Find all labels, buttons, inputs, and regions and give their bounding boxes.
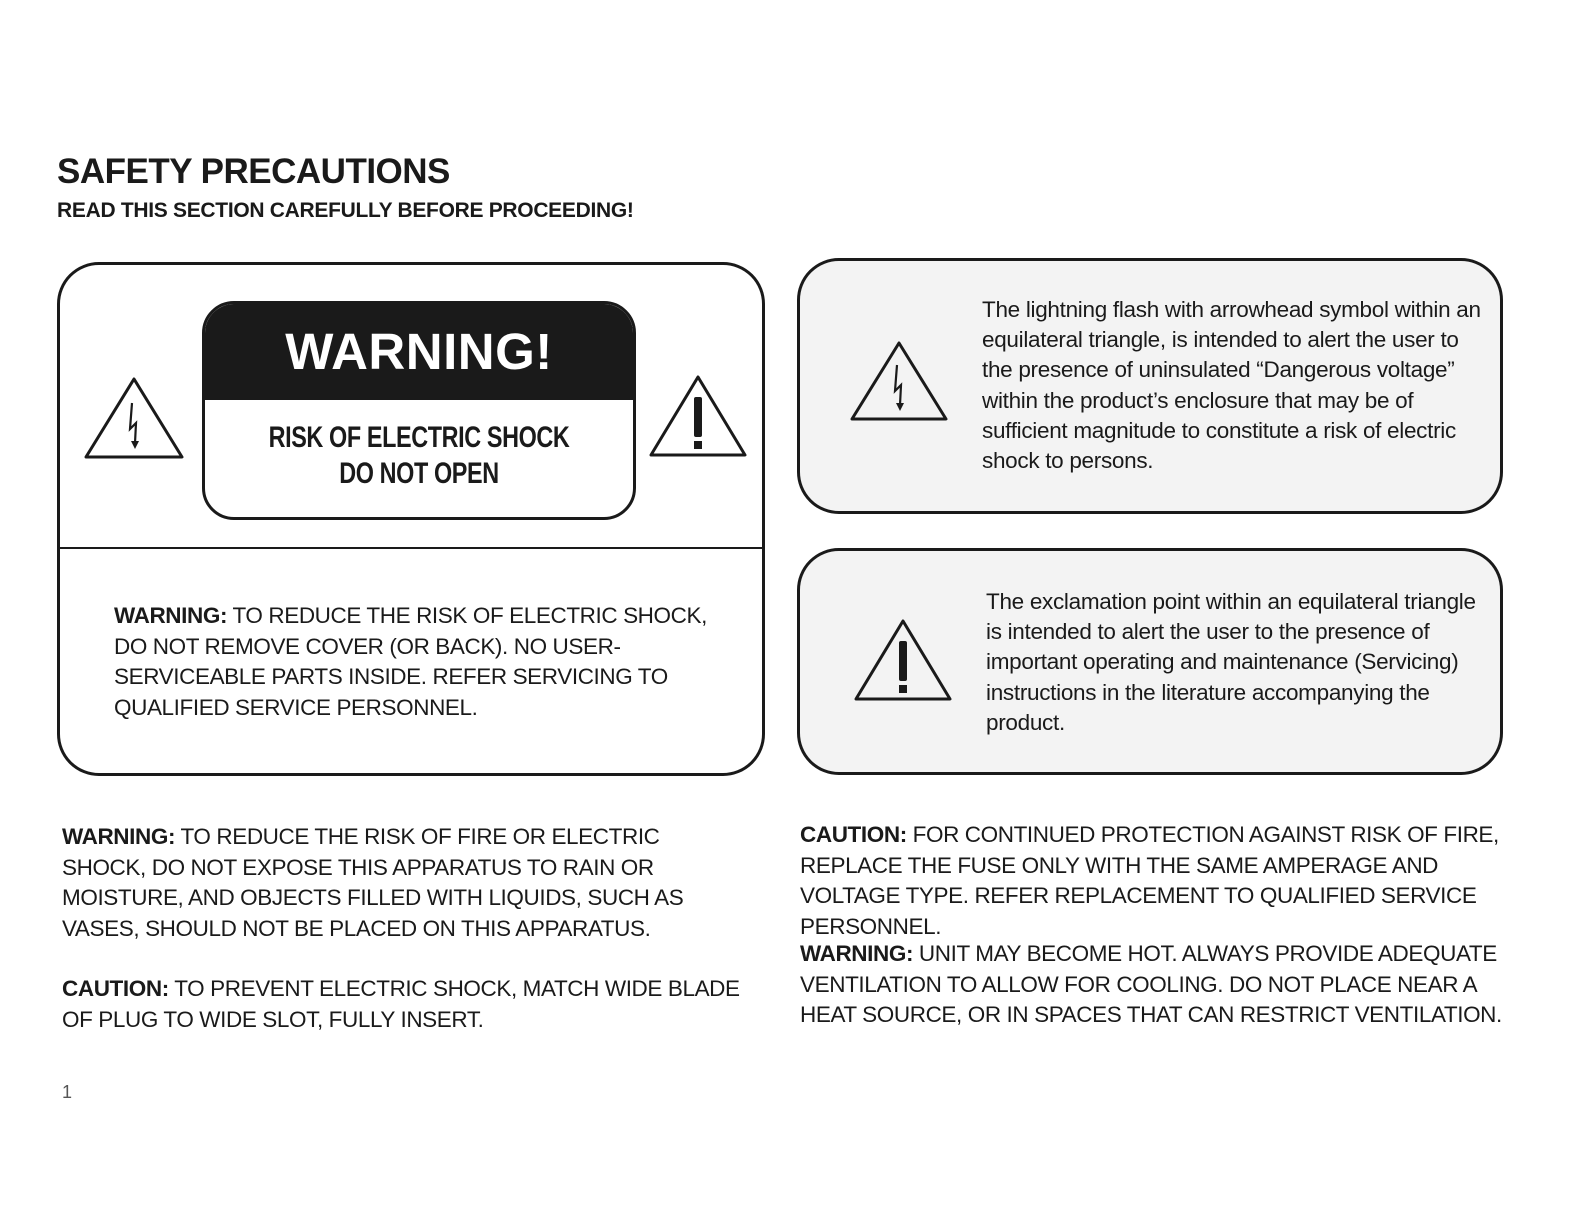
notice-text: FOR CONTINUED PROTECTION AGAINST RISK OF FIRE, REPLACE THE FUSE ONLY WITH THE SAME AMPERAGE AND VOLTAGE TYPE. REFER REPLACEMENT TO QUALIFIED SERVICE PERSONNEL. — [800, 822, 1499, 939]
notice-label: CAUTION: — [800, 822, 907, 847]
exclamation-triangle-icon — [852, 617, 954, 703]
symbol-explanation-lightning — [797, 258, 1503, 514]
sign-line-2: DO NOT OPEN — [339, 457, 499, 490]
symbol-explanation-text: The exclamation point within an equilateral triangle is intended to alert the user to the presence of important operating and maintenance (Servicing) instructions in the literature accompanying the product. — [986, 589, 1476, 735]
exclamation-triangle-icon — [647, 373, 749, 459]
notice-text: UNIT MAY BECOME HOT. ALWAYS PROVIDE ADEQUATE VENTILATION TO ALLOW FOR COOLING. DO NOT PLACE NEAR A HEAT SOURCE, OR IN SPACES THAT CAN RESTRICT VENTILATION. — [800, 941, 1502, 1027]
warning-sign — [202, 301, 636, 520]
symbol-explanation-exclamation — [797, 548, 1503, 775]
sign-line-1: RISK OF ELECTRIC SHOCK — [268, 421, 570, 454]
notice-heat — [800, 939, 1520, 1031]
notice-text: TO PREVENT ELECTRIC SHOCK, MATCH WIDE BLADE OF PLUG TO WIDE SLOT, FULLY INSERT. — [62, 976, 740, 1032]
notice-label: WARNING: — [62, 824, 176, 849]
warning-label-box — [57, 262, 765, 776]
notice-fuse — [800, 820, 1540, 942]
notice-plug — [62, 974, 742, 1035]
divider — [60, 547, 762, 549]
notice-label: WARNING: — [114, 603, 228, 628]
lightning-triangle-icon — [848, 339, 950, 423]
notice-text: TO REDUCE THE RISK OF ELECTRIC SHOCK, DO NOT REMOVE COVER (OR BACK). NO USER-SERVICEABLE PARTS INSIDE. REFER SERVICING TO QUALIFIED SERVICE PERSONNEL. — [114, 603, 707, 720]
page-number: 1 — [62, 1082, 73, 1102]
notice-fire-moisture — [62, 822, 742, 944]
notice-label: CAUTION: — [62, 976, 169, 1001]
sign-heading: WARNING! — [205, 304, 633, 400]
notice-text: TO REDUCE THE RISK OF FIRE OR ELECTRIC SHOCK, DO NOT EXPOSE THIS APPARATUS TO RAIN OR MOISTURE, AND OBJECTS FILLED WITH LIQUIDS, SUCH AS VASES, SHOULD NOT BE PLACED ON THIS APPARATUS. — [62, 824, 684, 941]
warning-notice — [114, 601, 734, 723]
notice-label: WARNING: — [800, 941, 914, 966]
symbol-explanation-text: The lightning flash with arrowhead symbol within an equilateral triangle, is intended to alert the user to the presence of uninsulated “Dangerous voltage” within the product’s enclosure that may be of sufficient magnitude to constitute a risk of electric shock to persons. — [982, 297, 1481, 474]
lightning-triangle-icon — [82, 375, 186, 461]
sign-body — [252, 400, 586, 492]
page-title: SAFETY PRECAUTIONS — [57, 152, 450, 191]
page-subtitle: READ THIS SECTION CAREFULLY BEFORE PROCEEDING! — [57, 199, 634, 222]
